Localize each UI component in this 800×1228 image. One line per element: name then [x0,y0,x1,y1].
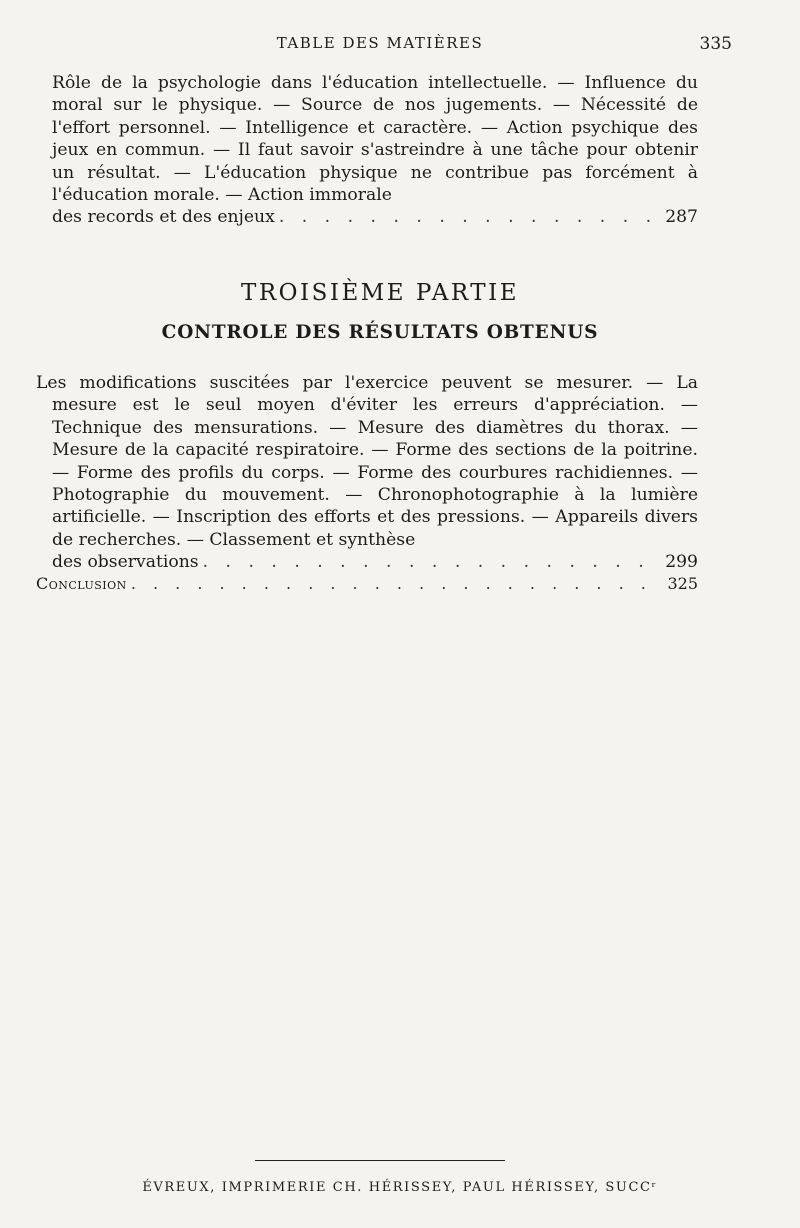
entry-page-number: 299 [665,552,698,573]
toc-entry [52,72,698,229]
part-subtitle: CONTROLE DES RÉSULTATS OBTENUS [161,322,599,343]
entry-leader-line [36,551,698,573]
entry-page-number: 287 [665,207,698,228]
entry-text: Les modifications suscitées par l'exercice peuvent se mesurer. — La mesure est le seul moyen d'éviter les erreurs d'appréciation. — Technique des mensurations. — Mesure des diamètres du thorax. — Mesure de la capacité respiratoire. — Forme des sections de la poitrine. — Forme des profils du corps. — Forme des courbures rachidiennes. — Photographie du mouvement. — Chronophotographie à la lumière artificielle. — Inscription des efforts et des pressions. — Appareils divers de recherches. — Classement et synthèse [36,373,698,550]
dot-leader [131,573,664,595]
page-number: 335 [699,34,732,54]
entry-page-number: 325 [667,574,698,593]
printer-imprint: ÉVREUX, IMPRIMERIE CH. HÉRISSEY, PAUL HÉRISSEY, SUCCʳ [142,1180,658,1195]
conclusion-label: Conclusion [36,574,127,593]
running-title: TABLE DES MATIÈRES [276,34,484,52]
part-heading: TROISIÈME PARTIE [241,280,519,306]
dot-leader [203,551,662,573]
entry-last-line: des records et des enjeux [52,207,275,228]
entry-leader-line [52,206,698,228]
entry-text: Rôle de la psychologie dans l'éducation intellectuelle. — Influence du moral sur le physique. — Source de nos jugements. — Nécessité de l'effort personnel. — Intelligence et caractère. — Action psychique des jeux en commun. — Il faut savoir s'astreindre à une tâche pour obtenir un résultat. — L'éducation physique ne contribue pas forcément à l'éducation morale. — Action immorale [52,73,698,206]
entry-last-line: des observations [52,552,199,573]
entry-leader-line [36,573,698,595]
conclusion-entry [36,573,698,595]
footer-rule [255,1160,505,1161]
dot-leader [279,206,661,228]
toc-entry [36,372,698,574]
